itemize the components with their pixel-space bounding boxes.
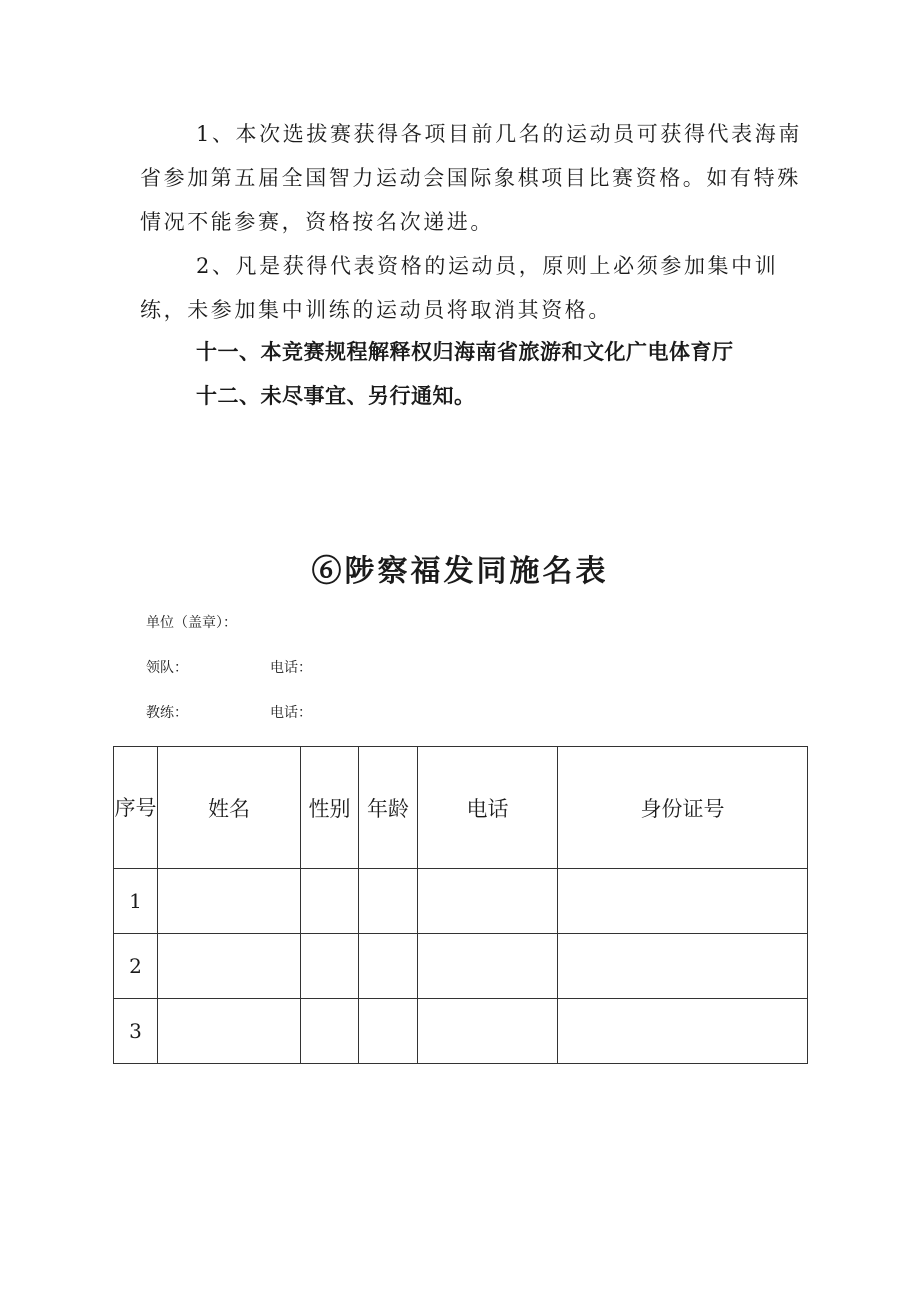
row-seq: 2 [114, 934, 158, 999]
clause-2: 2、凡是获得代表资格的运动员，原则上必须参加集中训练，未参加集中训练的运动员将取消其资格。 [140, 254, 779, 322]
header-name: 姓名 [158, 747, 301, 869]
id-number-cell[interactable] [558, 934, 808, 999]
unit-label: 单位（盖章）： [146, 615, 237, 631]
name-cell[interactable] [158, 869, 301, 934]
header-phone: 电话 [418, 747, 558, 869]
clause-1: 1、本次选拔赛获得各项目前几名的运动员可获得代表海南省参加第五届全国智力运动会国际象棋项目比赛资格。如有特殊情况不能参赛，资格按名次递进。 [140, 122, 802, 234]
table-row [114, 999, 808, 1064]
gender-cell[interactable] [301, 999, 359, 1064]
age-cell[interactable] [359, 934, 418, 999]
table-row [114, 934, 808, 999]
name-cell[interactable] [158, 934, 301, 999]
phone-cell[interactable] [418, 934, 558, 999]
age-cell[interactable] [359, 999, 418, 1064]
leader-label: 领队： [146, 660, 188, 676]
section-11-heading: 十一、本竞赛规程解释权归海南省旅游和文化广电体育厅 [196, 340, 734, 364]
gender-cell[interactable] [301, 869, 359, 934]
table-header-row [114, 747, 808, 869]
id-number-cell[interactable] [558, 869, 808, 934]
section-12-heading: 十二、未尽事宜、另行通知。 [196, 384, 476, 408]
name-cell[interactable] [158, 999, 301, 1064]
phone-cell[interactable] [418, 869, 558, 934]
header-age: 年龄 [359, 747, 418, 869]
age-cell[interactable] [359, 869, 418, 934]
table-row [114, 869, 808, 934]
row-seq: 1 [114, 869, 158, 934]
id-number-cell[interactable] [558, 999, 808, 1064]
gender-cell[interactable] [301, 934, 359, 999]
header-gender: 性别 [301, 747, 359, 869]
form-title: ⑥陟察福发同施名表 [311, 554, 609, 589]
roster-table [113, 746, 808, 1064]
coach-label: 教练： [146, 705, 188, 721]
phone-cell[interactable] [418, 999, 558, 1064]
row-seq: 3 [114, 999, 158, 1064]
coach-phone-label: 电话： [270, 705, 312, 721]
leader-phone-label: 电话： [270, 660, 312, 676]
header-id-number: 身份证号 [558, 747, 808, 869]
header-seq: 序号 [114, 747, 158, 869]
